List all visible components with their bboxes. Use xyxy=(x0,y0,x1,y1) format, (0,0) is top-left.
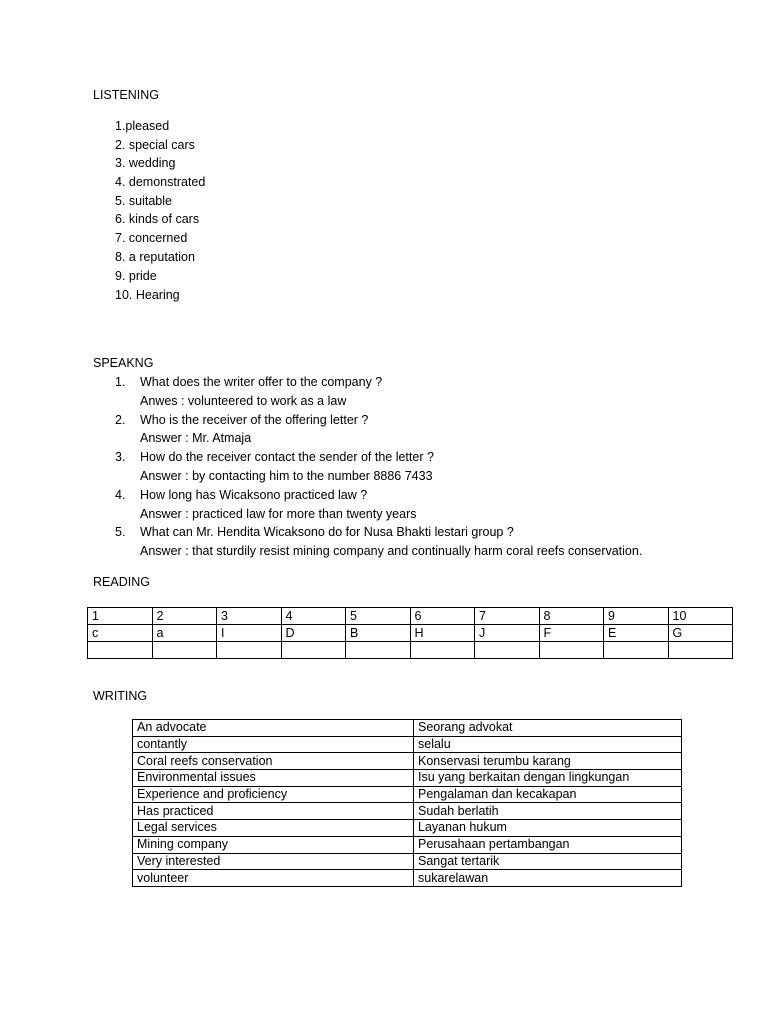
table-cell: J xyxy=(475,625,540,642)
table-row xyxy=(133,753,682,770)
term-cell: contantly xyxy=(133,736,414,753)
translation-cell: Isu yang berkaitan dengan lingkungan xyxy=(414,770,682,787)
listening-item-7: 7. concerned xyxy=(115,231,188,245)
table-cell xyxy=(88,642,153,659)
term-cell: An advocate xyxy=(133,720,414,737)
listening-item-5: 5. suitable xyxy=(115,194,172,208)
translation-cell: Pengalaman dan kecakapan xyxy=(414,786,682,803)
question-number: 1. xyxy=(115,375,126,389)
question-number: 3. xyxy=(115,450,126,464)
question-text: How long has Wicaksono practiced law ? xyxy=(140,488,368,502)
table-row xyxy=(133,836,682,853)
question-number: 4. xyxy=(115,488,126,502)
answer-text: Answer : by contacting him to the number 8886 7433 xyxy=(140,469,433,483)
speaking-heading: SPEAKNG xyxy=(93,356,154,370)
listening-item-10: 10. Hearing xyxy=(115,288,180,302)
table-cell: B xyxy=(346,625,411,642)
listening-item-3: 3. wedding xyxy=(115,156,176,170)
writing-vocabulary-table xyxy=(132,719,682,887)
table-cell: 5 xyxy=(346,608,411,625)
table-cell xyxy=(475,642,540,659)
answer-text: Answer : that sturdily resist mining company and continually harm coral reefs conservation. xyxy=(140,544,643,558)
table-cell: 7 xyxy=(475,608,540,625)
table-row xyxy=(133,853,682,870)
listening-item-1: 1.pleased xyxy=(115,119,170,133)
table-cell: c xyxy=(88,625,153,642)
translation-cell: Seorang advokat xyxy=(414,720,682,737)
term-cell: Environmental issues xyxy=(133,770,414,787)
translation-cell: sukarelawan xyxy=(414,870,682,887)
term-cell: Very interested xyxy=(133,853,414,870)
table-cell: E xyxy=(604,625,669,642)
table-row xyxy=(88,625,733,642)
table-row xyxy=(133,720,682,737)
table-cell: 9 xyxy=(604,608,669,625)
table-cell: 6 xyxy=(410,608,475,625)
translation-cell: Layanan hukum xyxy=(414,820,682,837)
question-text: What can Mr. Hendita Wicaksono do for Nusa Bhakti lestari group ? xyxy=(140,525,514,539)
table-row xyxy=(133,770,682,787)
table-cell: D xyxy=(281,625,346,642)
table-cell xyxy=(152,642,217,659)
term-cell: volunteer xyxy=(133,870,414,887)
question-number: 5. xyxy=(115,525,126,539)
question-number: 2. xyxy=(115,413,126,427)
table-cell: 10 xyxy=(668,608,733,625)
question-text: What does the writer offer to the company ? xyxy=(140,375,383,389)
question-text: How do the receiver contact the sender of the letter ? xyxy=(140,450,434,464)
listening-item-9: 9. pride xyxy=(115,269,157,283)
listening-item-4: 4. demonstrated xyxy=(115,175,206,189)
translation-cell: Perusahaan pertambangan xyxy=(414,836,682,853)
table-cell: H xyxy=(410,625,475,642)
listening-heading: LISTENING xyxy=(93,88,159,102)
table-row xyxy=(133,820,682,837)
table-cell xyxy=(281,642,346,659)
table-cell: F xyxy=(539,625,604,642)
table-cell: 1 xyxy=(88,608,153,625)
translation-cell: Sangat tertarik xyxy=(414,853,682,870)
listening-item-8: 8. a reputation xyxy=(115,250,195,264)
table-row xyxy=(88,608,733,625)
table-cell xyxy=(346,642,411,659)
table-cell xyxy=(668,642,733,659)
term-cell: Coral reefs conservation xyxy=(133,753,414,770)
translation-cell: Sudah berlatih xyxy=(414,803,682,820)
translation-cell: Konservasi terumbu karang xyxy=(414,753,682,770)
writing-heading: WRITING xyxy=(93,689,148,703)
table-cell: 4 xyxy=(281,608,346,625)
table-row xyxy=(133,786,682,803)
table-cell: 8 xyxy=(539,608,604,625)
table-row xyxy=(133,803,682,820)
table-cell: 3 xyxy=(217,608,282,625)
table-row xyxy=(133,736,682,753)
table-cell xyxy=(539,642,604,659)
term-cell: Mining company xyxy=(133,836,414,853)
listening-item-2: 2. special cars xyxy=(115,138,195,152)
question-text: Who is the receiver of the offering letter ? xyxy=(140,413,369,427)
reading-heading: READING xyxy=(93,575,150,589)
table-row xyxy=(88,642,733,659)
table-cell: a xyxy=(152,625,217,642)
translation-cell: selalu xyxy=(414,736,682,753)
table-cell xyxy=(604,642,669,659)
answer-text: Answer : Mr. Atmaja xyxy=(140,431,252,445)
term-cell: Legal services xyxy=(133,820,414,837)
answer-text: Anwes : volunteered to work as a law xyxy=(140,394,347,408)
listening-item-6: 6. kinds of cars xyxy=(115,212,200,226)
term-cell: Has practiced xyxy=(133,803,414,820)
reading-answer-table xyxy=(87,607,733,659)
table-cell: 2 xyxy=(152,608,217,625)
table-cell xyxy=(410,642,475,659)
table-row xyxy=(133,870,682,887)
table-cell: G xyxy=(668,625,733,642)
term-cell: Experience and proficiency xyxy=(133,786,414,803)
table-cell: I xyxy=(217,625,282,642)
table-cell xyxy=(217,642,282,659)
answer-text: Answer : practiced law for more than twenty years xyxy=(140,507,417,521)
